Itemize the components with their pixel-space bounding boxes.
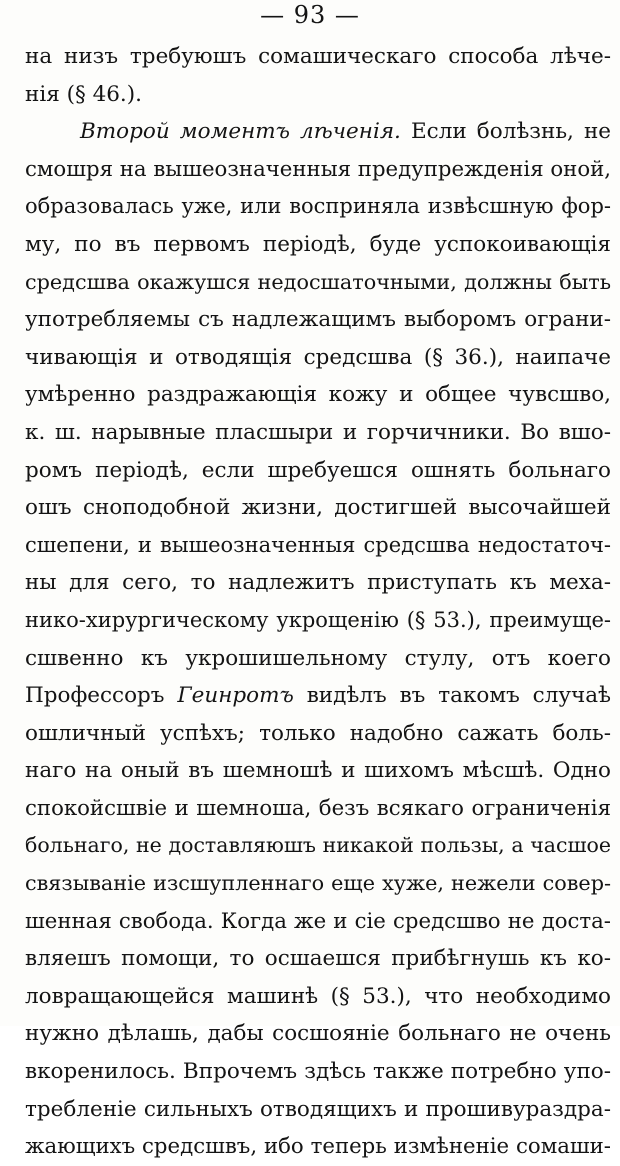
section-heading: Второй моментъ лѣченія. bbox=[80, 119, 401, 145]
text-line-24: шенная свобода. Когда же и сіе средсшво не доста- bbox=[25, 908, 611, 934]
text-line-8: употребляемы съ надлежащимъ выборомъ ограни- bbox=[25, 307, 611, 333]
text-line-28: вкоренилось. Впрочемъ здѣсь также потребно упо- bbox=[25, 1059, 611, 1085]
text-line-29: требленіе сильныхъ отводящихъ и прошивураздра- bbox=[25, 1096, 611, 1122]
text-line-10: умѣренно раздражающія кожу и общее чувсшво, bbox=[25, 382, 611, 408]
text-line-1: на низъ требуюшъ сомашическаго способа лѣче- bbox=[25, 44, 611, 69]
text-line-23: связываніе изсшупленнаго еще хуже, нежели совер- bbox=[25, 871, 611, 896]
text-line-30: жающихъ средсшвъ, ибо теперь измѣненіе сомаши- bbox=[25, 1134, 611, 1160]
text-line-15: ны для сего, то надлежитъ приступать къ меха- bbox=[25, 570, 611, 596]
page-text bbox=[25, 38, 611, 1166]
text-line-16: нико-хирургическому укрощенію (§ 53.), преимуще- bbox=[25, 607, 611, 632]
text-line-14: сшепени, и вышеозначенныя средсшва недостаточ- bbox=[25, 532, 611, 557]
text-line-11: к. ш. нарывные пласшыри и горчичники. Во вшо- bbox=[25, 419, 611, 445]
text-line-9: чивающія и отводящія средсшва (§ 36.), наипаче bbox=[25, 344, 611, 370]
text-line-17: сшвенно къ укрошишельному стулу, отъ коего bbox=[25, 645, 611, 671]
text-line-18: Профессоръ Геинротъ видѣлъ въ такомъ случаѣ bbox=[25, 683, 612, 709]
text-line-12: ромъ періодѣ, если шребуешся ошнять больнаго bbox=[25, 457, 611, 483]
text-line-5: образовалась уже, или восприняла извѣсшную фор- bbox=[25, 194, 611, 219]
text-line-25: вляешъ помощи, то осшаешся прибѣгнушь къ ко- bbox=[25, 946, 611, 972]
author-name: Геинротъ bbox=[177, 683, 294, 709]
text-line-19: ошличный успѣхъ; только надобно сажать боль- bbox=[25, 720, 611, 746]
text-line-6: му, по въ первомъ періодѣ, буде успокоивающія bbox=[25, 231, 611, 257]
text-line-21: спокойсшвіе и шемноша, безъ всякаго ограниченія bbox=[25, 795, 611, 821]
text-line-27: нужно дѣлашь, дабы сосшояніе больнаго не очень bbox=[25, 1021, 611, 1047]
text-line-4: смошря на вышеозначенныя предупрежденія оной, bbox=[25, 156, 612, 182]
text-line-3: Второй моментъ лѣченія. Если болѣзнь, не bbox=[80, 119, 612, 145]
text-line-22: больнаго, не доставляюшъ никакой пользы, а часшое bbox=[25, 833, 611, 858]
text-line-7: средсшва окажушся недосшаточными, должны быть bbox=[25, 269, 611, 294]
text-line-20: наго на оный въ шемношѣ и шихомъ мѣсшѣ. Одно bbox=[25, 758, 611, 784]
page-number: — 93 — bbox=[260, 1, 360, 29]
text-line-2: нія (§ 46.). bbox=[25, 81, 142, 107]
text-line-13: ошъ сноподобной жизни, достигшей высочайшей bbox=[25, 495, 611, 521]
text-line-26: ловращающейся машинѣ (§ 53.), что необходимо bbox=[25, 983, 611, 1009]
